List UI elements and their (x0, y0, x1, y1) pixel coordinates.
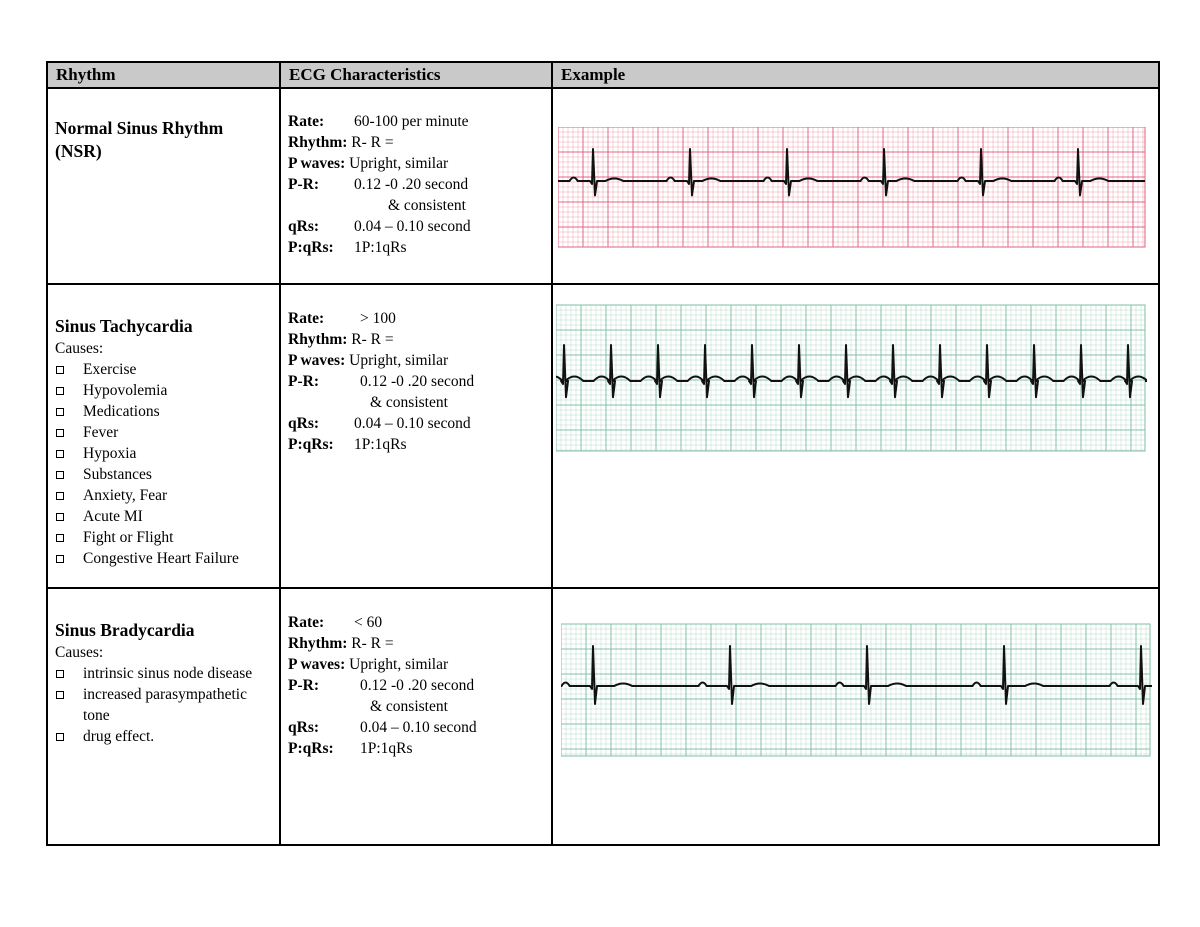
pr-label: P-R: (288, 176, 319, 193)
rate-label: Rate: (288, 310, 325, 327)
header-ecg-characteristics: ECG Characteristics (289, 65, 441, 84)
row-divider (48, 87, 1158, 89)
cause-item (55, 726, 275, 747)
causes-list (55, 359, 275, 569)
rate-label: Rate: (288, 614, 325, 631)
characteristics-cell-nsr (288, 111, 546, 258)
cause-item (55, 422, 275, 443)
qrs-value: 0.04 – 0.10 second (354, 415, 471, 432)
pr-label: P-R: (288, 677, 319, 694)
qrs-label: qRs: (288, 218, 320, 235)
rhythm-cell-sinus-bradycardia (55, 619, 275, 747)
cause-text: Fight or Flight (83, 529, 174, 546)
rhythm-label: Rhythm: (288, 331, 348, 348)
checkbox-bullet-icon (56, 534, 64, 542)
p-waves-value: Upright, similar (349, 656, 449, 673)
pr-label: P-R: (288, 373, 319, 390)
rate-value: > 100 (360, 310, 396, 327)
cause-item (55, 663, 275, 684)
checkbox-bullet-icon (56, 450, 64, 458)
checkbox-bullet-icon (56, 555, 64, 563)
characteristics-cell-sinus-bradycardia (288, 612, 546, 759)
cause-text: Exercise (83, 361, 137, 378)
qrs-label: qRs: (288, 719, 320, 736)
cause-item (55, 527, 275, 548)
causes-label: Causes: (55, 340, 104, 357)
rhythm-cell-nsr (55, 117, 275, 163)
characteristics-cell-sinus-tachycardia (288, 308, 546, 455)
p-waves-value: Upright, similar (349, 155, 449, 172)
p-waves-value: Upright, similar (349, 352, 449, 369)
rhythm-name: Normal Sinus Rhythm (55, 118, 224, 138)
checkbox-bullet-icon (56, 387, 64, 395)
cause-item (55, 506, 275, 527)
rate-value: < 60 (354, 614, 383, 631)
ecg-grid (558, 127, 1145, 247)
p-qrs-label: P:qRs: (288, 239, 334, 256)
row-divider (48, 587, 1158, 589)
ecg-rhythm-table (46, 61, 1160, 846)
header-rhythm: Rhythm (56, 65, 116, 84)
rhythm-label: Rhythm: (288, 134, 348, 151)
column-divider (279, 63, 281, 844)
header-example: Example (561, 65, 626, 84)
p-qrs-value: 1P:1qRs (360, 740, 413, 757)
ecg-grid (561, 624, 1150, 756)
p-waves-label: P waves: (288, 352, 346, 369)
checkbox-bullet-icon (56, 471, 64, 479)
rhythm-name: Sinus Tachycardia (55, 316, 193, 336)
rhythm-value: R- R = (351, 331, 394, 348)
cause-item (55, 359, 275, 380)
pr-value-continued: & consistent (370, 394, 448, 411)
cause-text: Hypovolemia (83, 382, 168, 399)
checkbox-bullet-icon (56, 429, 64, 437)
rhythm-value: R- R = (351, 635, 394, 652)
cause-text: Fever (83, 424, 119, 441)
cause-item (55, 380, 275, 401)
causes-list (55, 663, 275, 747)
column-divider (551, 63, 553, 844)
cause-item (55, 548, 275, 569)
ecg-strip-normal-sinus-rhythm (558, 127, 1147, 249)
checkbox-bullet-icon (56, 492, 64, 500)
p-waves-label: P waves: (288, 656, 346, 673)
cause-text: increased parasympathetic tone (83, 686, 247, 724)
rhythm-abbreviation: (NSR) (55, 141, 102, 161)
cause-item (55, 443, 275, 464)
p-qrs-value: 1P:1qRs (354, 239, 407, 256)
cause-item (55, 464, 275, 485)
cause-text: Hypoxia (83, 445, 137, 462)
rhythm-value: R- R = (351, 134, 394, 151)
rate-label: Rate: (288, 113, 325, 130)
p-qrs-label: P:qRs: (288, 436, 334, 453)
pr-value: 0.12 -0 .20 second (354, 176, 469, 193)
cause-text: intrinsic sinus node disease (83, 665, 253, 682)
ecg-strip-sinus-tachycardia (556, 291, 1147, 453)
rate-value: 60-100 per minute (354, 113, 469, 130)
cause-item (55, 485, 275, 506)
qrs-value: 0.04 – 0.10 second (354, 218, 471, 235)
p-waves-label: P waves: (288, 155, 346, 172)
checkbox-bullet-icon (56, 366, 64, 374)
checkbox-bullet-icon (56, 733, 64, 741)
qrs-label: qRs: (288, 415, 320, 432)
causes-label: Causes: (55, 644, 104, 661)
qrs-value: 0.04 – 0.10 second (360, 719, 477, 736)
cause-item (55, 684, 275, 726)
cause-text: Substances (83, 466, 152, 483)
rhythm-name: Sinus Bradycardia (55, 620, 195, 640)
cause-text: Anxiety, Fear (83, 487, 168, 504)
pr-value-continued: & consistent (388, 197, 466, 214)
checkbox-bullet-icon (56, 408, 64, 416)
p-qrs-label: P:qRs: (288, 740, 334, 757)
pr-value: 0.12 -0 .20 second (360, 677, 475, 694)
p-qrs-value: 1P:1qRs (354, 436, 407, 453)
cause-item (55, 401, 275, 422)
ecg-strip-sinus-bradycardia (561, 610, 1152, 758)
row-divider (48, 283, 1158, 285)
cause-text: drug effect. (83, 728, 155, 745)
rhythm-label: Rhythm: (288, 635, 348, 652)
pr-value-continued: & consistent (370, 698, 448, 715)
cause-text: Medications (83, 403, 160, 420)
checkbox-bullet-icon (56, 691, 64, 699)
rhythm-cell-sinus-tachycardia (55, 315, 275, 569)
checkbox-bullet-icon (56, 670, 64, 678)
checkbox-bullet-icon (56, 513, 64, 521)
pr-value: 0.12 -0 .20 second (360, 373, 475, 390)
cause-text: Congestive Heart Failure (83, 550, 239, 567)
cause-text: Acute MI (83, 508, 143, 525)
